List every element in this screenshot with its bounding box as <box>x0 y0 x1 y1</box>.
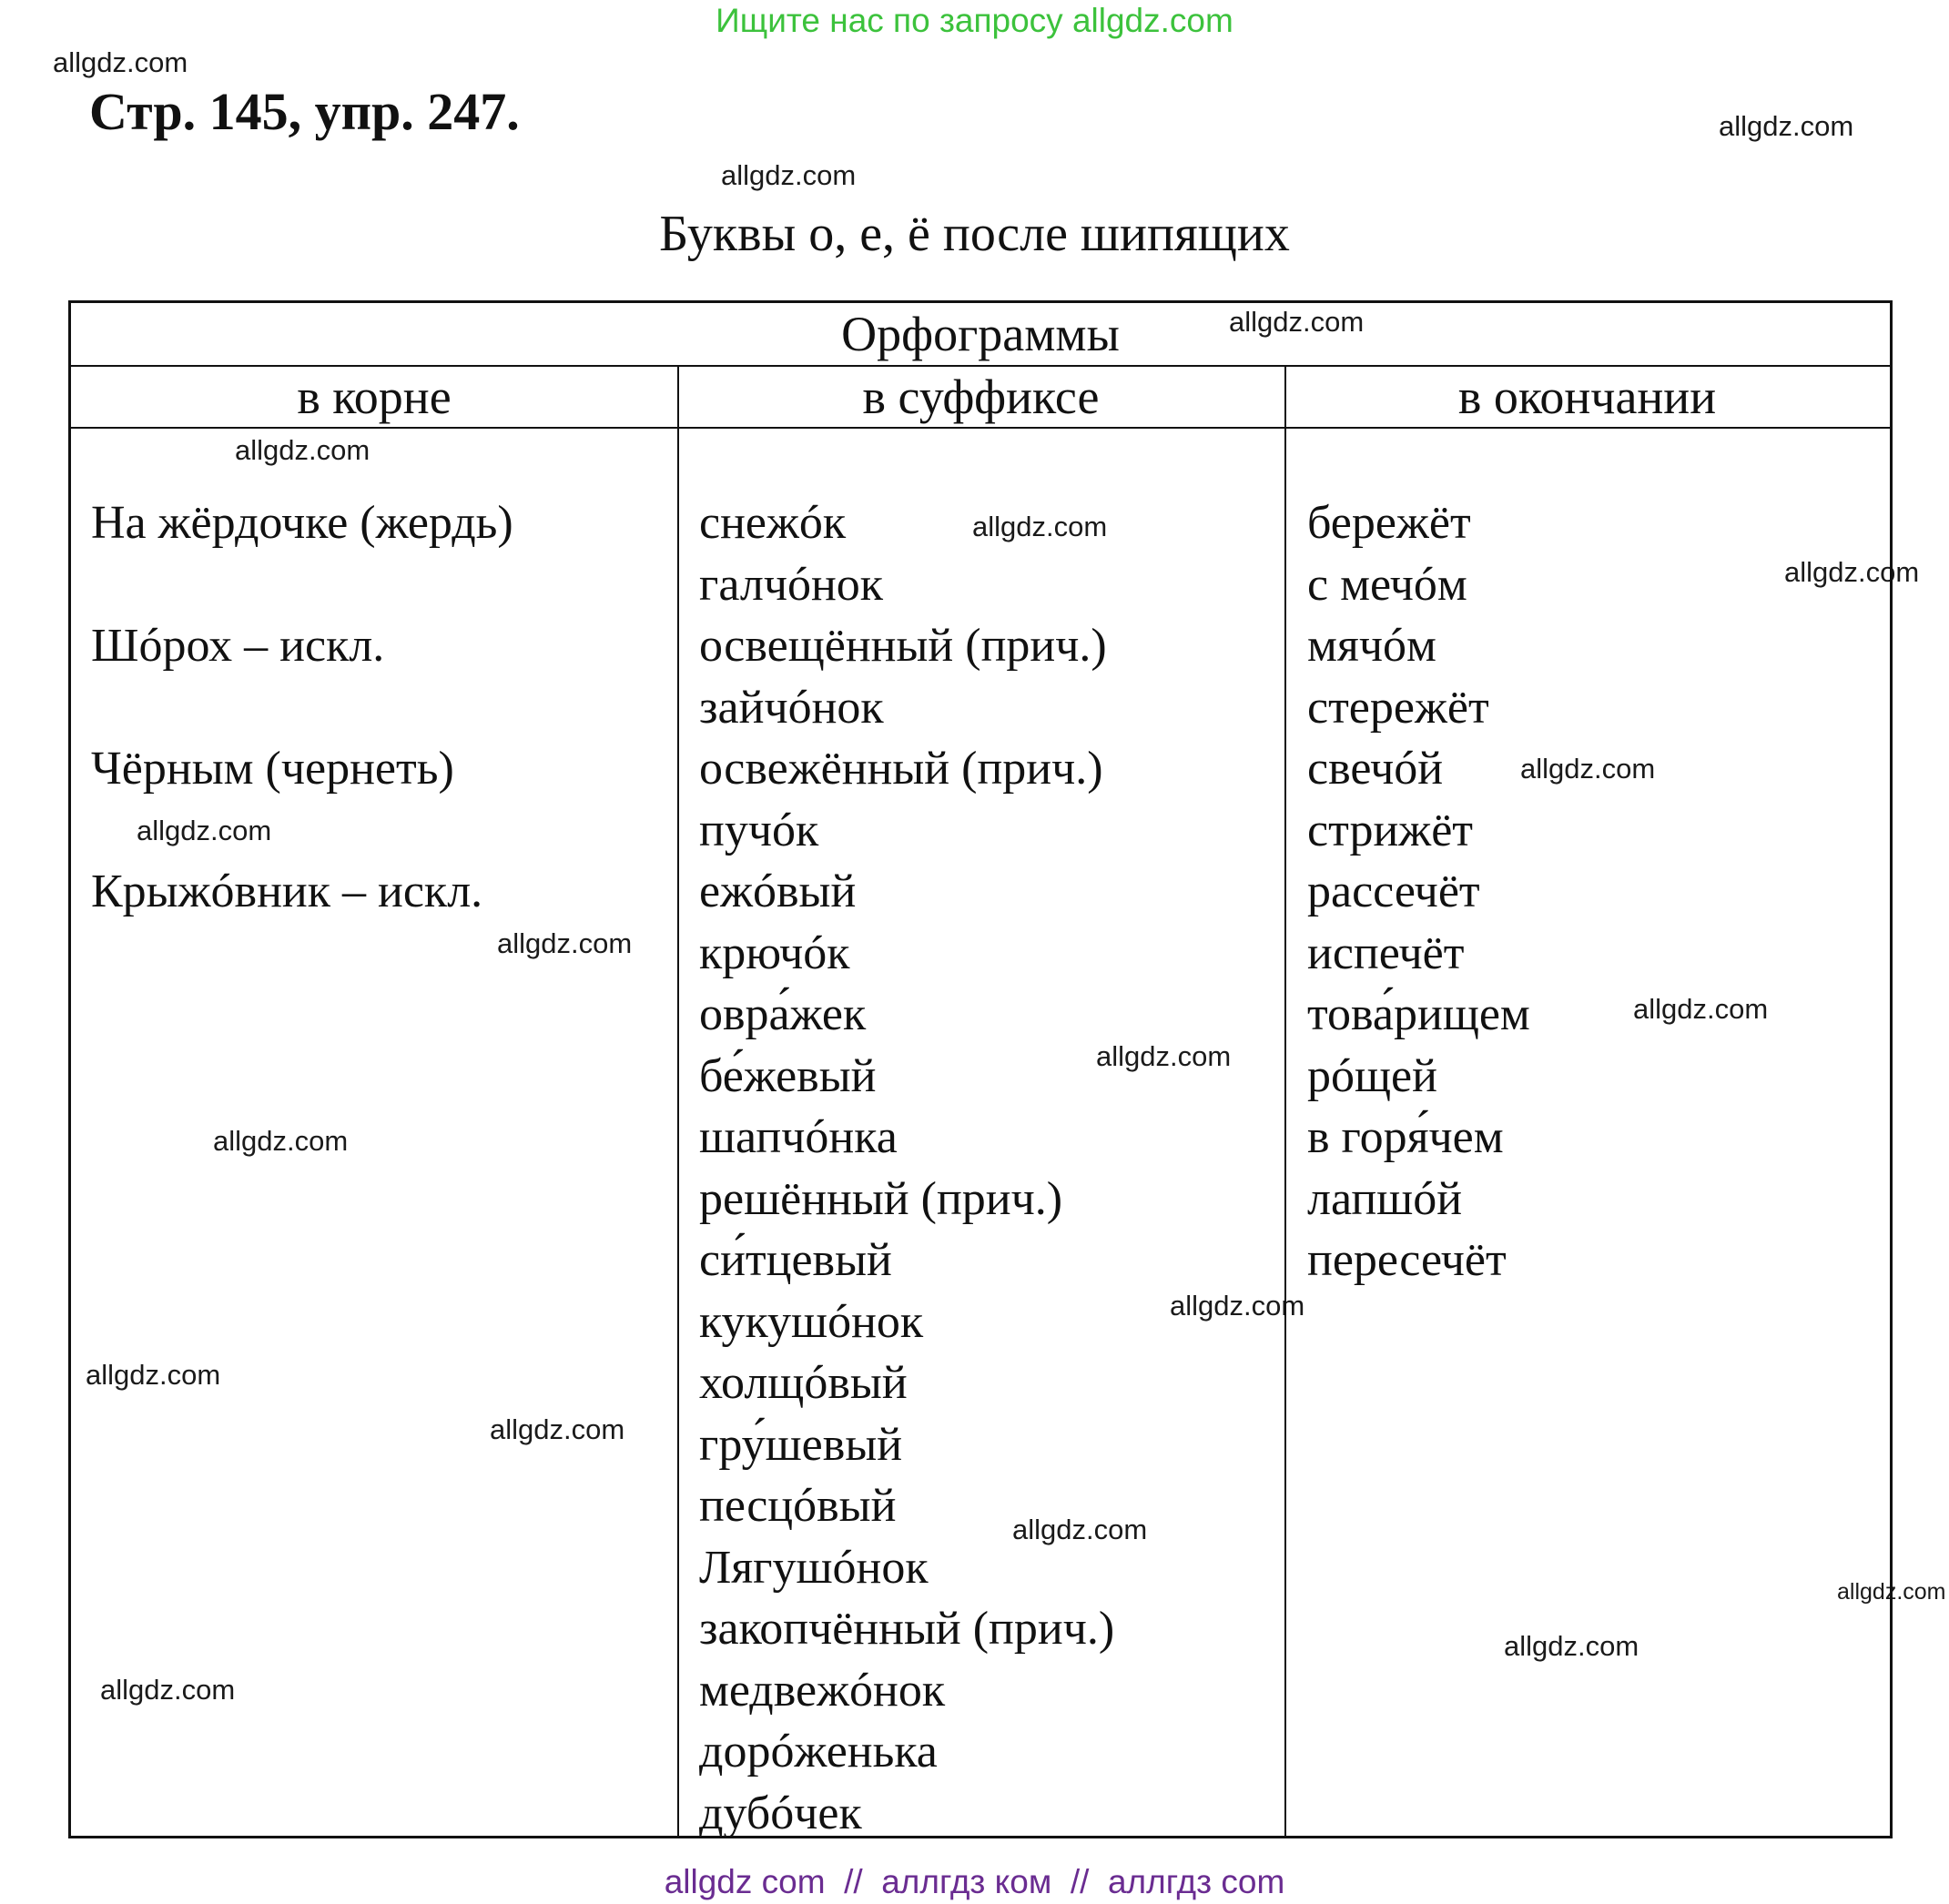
bottom-banner: allgdz com // аллгдз ком // аллгдз com <box>664 1863 1285 1900</box>
ending-column <box>1307 492 1530 1291</box>
suffix-item: гру́шевый <box>699 1418 903 1471</box>
table-divider <box>71 427 1890 429</box>
watermark: allgdz.com <box>1837 1579 1946 1605</box>
ending-item: с мечóм <box>1307 558 1467 611</box>
suffix-item: шапчóнка <box>699 1111 898 1163</box>
ending-item: лапшóй <box>1307 1172 1463 1225</box>
watermark: allgdz.com <box>86 1359 221 1391</box>
suffix-item: ежóвый <box>699 866 857 917</box>
suffix-item: дубóчек <box>699 1787 862 1839</box>
watermark: allgdz.com <box>497 927 633 959</box>
watermark: allgdz.com <box>490 1413 625 1445</box>
suffix-item: освещённый (прич.) <box>699 620 1107 672</box>
watermark: allgdz.com <box>213 1125 349 1157</box>
suffix-item: кукушóнок <box>699 1295 924 1348</box>
suffix-item: дорóженька <box>699 1726 938 1777</box>
suffix-item: пучóк <box>699 804 819 856</box>
suffix-item: холщóвый <box>699 1357 908 1409</box>
suffix-item: снежóк <box>699 497 847 549</box>
suffix-item: овра́жек <box>699 988 867 1040</box>
ending-item: испечёт <box>1307 927 1465 979</box>
column-header-ending: в окончании <box>1457 370 1717 424</box>
ending-item: пересечёт <box>1307 1234 1507 1286</box>
suffix-item: Лягушóнок <box>699 1541 929 1594</box>
page-subtitle: Буквы о, е, ё после шипящих <box>659 206 1290 262</box>
ending-item: свечóй <box>1307 743 1444 795</box>
watermark: allgdz.com <box>972 511 1108 542</box>
ending-item: рассечёт <box>1307 866 1480 917</box>
ending-item: в горя́чем <box>1307 1111 1504 1163</box>
suffix-item: си́тцевый <box>699 1234 892 1286</box>
page-heading: Стр. 145, упр. 247. <box>89 82 520 141</box>
suffix-item: зайчóнок <box>699 681 884 734</box>
suffix-item: закопчённый (прич.) <box>699 1603 1115 1655</box>
watermark: allgdz.com <box>721 159 857 191</box>
table-header: Орфограммы <box>841 307 1120 361</box>
watermark: allgdz.com <box>1229 306 1365 338</box>
column-divider <box>1284 365 1286 1836</box>
root-item: Чёрным (чернеть) <box>91 743 454 795</box>
suffix-item: освежённый (прич.) <box>699 743 1103 795</box>
root-item: На жёрдочке (жердь) <box>91 497 513 549</box>
column-header-root: в корне <box>297 370 452 424</box>
watermark: allgdz.com <box>137 815 272 846</box>
ending-item: стрижёт <box>1307 804 1473 856</box>
watermark: allgdz.com <box>1784 556 1920 588</box>
root-item: Крыжóвник – искл. <box>91 866 483 917</box>
column-divider <box>677 365 679 1836</box>
suffix-item: бе́жевый <box>699 1049 877 1102</box>
watermark: allgdz.com <box>235 434 371 466</box>
suffix-item: медвежóнок <box>699 1664 946 1717</box>
watermark: allgdz.com <box>100 1674 236 1706</box>
ending-item: стережёт <box>1307 681 1489 734</box>
suffix-item: галчóнок <box>699 558 884 611</box>
suffix-item: решённый (прич.) <box>699 1172 1063 1225</box>
watermark: allgdz.com <box>1504 1630 1639 1662</box>
watermark: allgdz.com <box>1170 1290 1305 1322</box>
suffix-column <box>699 492 1114 1844</box>
root-item: Шóрох – искл. <box>91 620 385 672</box>
column-header-suffix: в суффиксе <box>862 370 1100 424</box>
watermark: allgdz.com <box>1633 993 1769 1025</box>
ending-item: бережёт <box>1307 497 1471 549</box>
top-banner: Ищите нас по запросу allgdz.com <box>716 2 1233 39</box>
ending-item: рóщей <box>1307 1049 1437 1102</box>
suffix-item: песцóвый <box>699 1480 897 1532</box>
orthogram-table <box>68 300 1893 1838</box>
root-column <box>91 478 513 969</box>
watermark: allgdz.com <box>53 46 188 78</box>
watermark: allgdz.com <box>1096 1040 1232 1072</box>
watermark: allgdz.com <box>1012 1514 1148 1545</box>
watermark: allgdz.com <box>1520 753 1656 785</box>
ending-item: това́рищем <box>1307 988 1530 1040</box>
suffix-item: крючóк <box>699 927 850 979</box>
ending-item: мячóм <box>1307 620 1436 672</box>
watermark: allgdz.com <box>1719 110 1854 142</box>
